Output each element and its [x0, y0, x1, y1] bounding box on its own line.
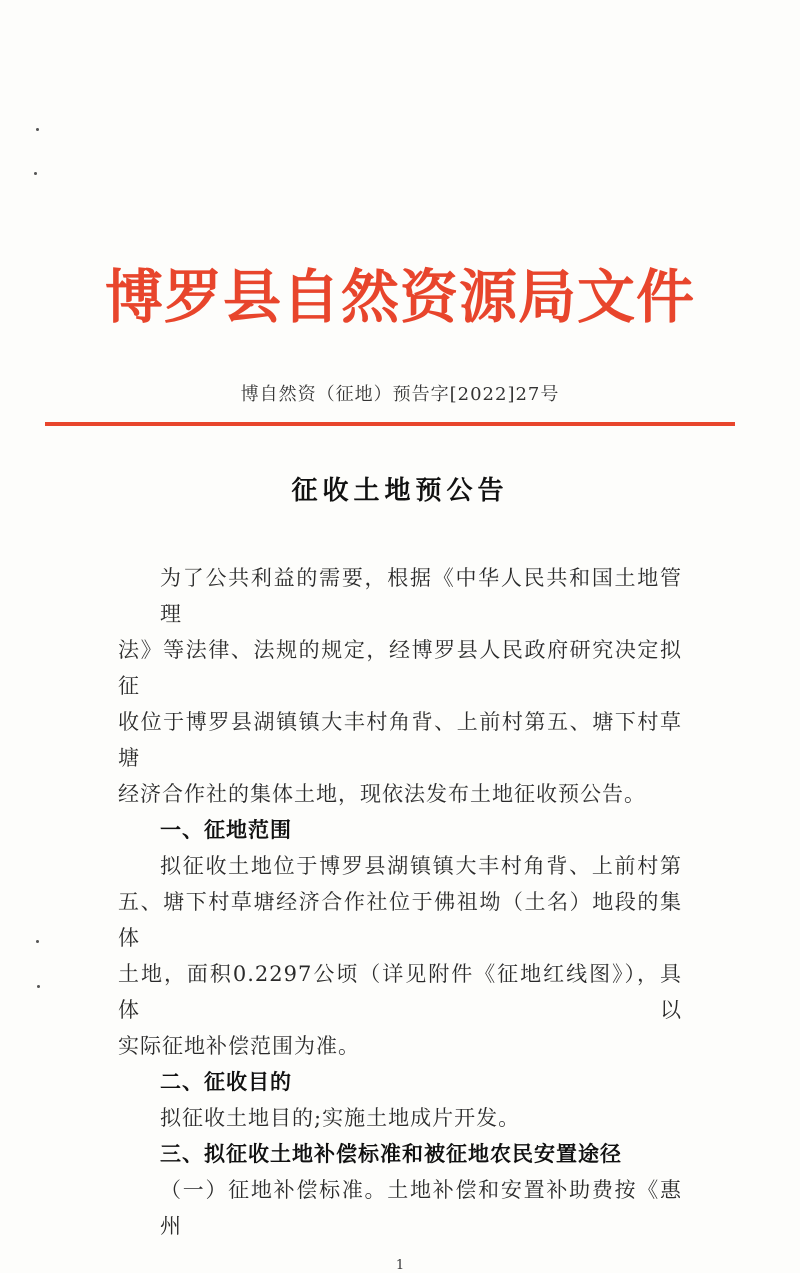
- body-line: 收位于博罗县湖镇镇大丰村角背、上前村第五、塘下村草塘: [118, 710, 682, 770]
- body-line: 拟征收土地目的;实施土地成片开发。: [160, 1106, 521, 1130]
- body-line: 为了公共利益的需要，根据《中华人民共和国土地管理: [160, 566, 682, 626]
- notice-body: [118, 560, 682, 1273]
- section-title: 二、征收目的: [160, 1069, 292, 1094]
- scan-speck: [36, 128, 39, 131]
- body-line: 法》等法律、法规的规定，经博罗县人民政府研究决定拟征: [118, 638, 682, 698]
- red-divider: [45, 422, 735, 426]
- document-number: 博自然资（征地）预告字[2022]27号: [240, 384, 560, 405]
- notice-heading: 征收土地预公告: [291, 476, 509, 506]
- section-title: 一、征地范围: [160, 817, 292, 842]
- scan-speck: [36, 940, 39, 943]
- body-line: 拟征收土地位于博罗县湖镇镇大丰村角背、上前村第: [160, 854, 682, 878]
- body-line: 经济合作社的集体土地，现依法发布土地征收预公告。: [118, 782, 646, 806]
- document-header-title: 博罗县自然资源局文件: [104, 263, 695, 331]
- body-line: （一）征地补偿标准。土地补偿和安置补助费按《惠州: [160, 1178, 682, 1238]
- body-line: 五、塘下村草塘经济合作社位于佛祖坳（土名）地段的集体: [118, 890, 682, 950]
- scan-speck: [37, 985, 40, 988]
- section-title: 三、拟征收土地补偿标准和被征地农民安置途径: [160, 1141, 622, 1166]
- body-line: 土地，面积0.2297公顷（详见附件《征地红线图》），具体以: [118, 962, 682, 1022]
- scan-speck: [34, 172, 37, 175]
- page-number: 1: [395, 1258, 405, 1273]
- body-line: 实际征地补偿范围为准。: [118, 1034, 360, 1058]
